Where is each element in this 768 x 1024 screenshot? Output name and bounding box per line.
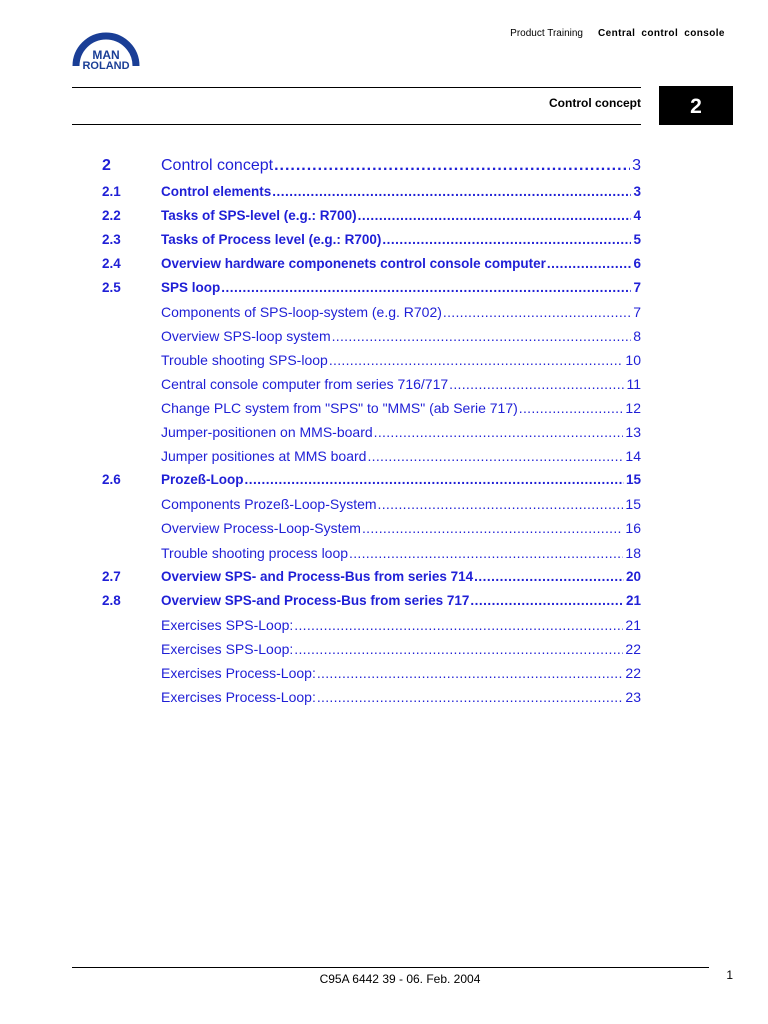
toc-entry-title[interactable]: Jumper-positionen on MMS-board	[161, 424, 373, 440]
toc-dot-leader	[316, 665, 624, 681]
toc-dot-leader	[293, 617, 623, 633]
toc-entry[interactable]	[102, 665, 641, 685]
toc-dot-leader	[357, 208, 632, 223]
toc-entry-page[interactable]: 14	[625, 448, 641, 464]
toc-entry-page[interactable]: 21	[625, 617, 641, 633]
toc-entry[interactable]	[102, 424, 641, 444]
toc-entry[interactable]	[102, 569, 641, 589]
toc-entry-page[interactable]: 6	[633, 256, 641, 271]
console-label: Central control console	[598, 28, 725, 39]
toc-entry[interactable]	[102, 157, 641, 177]
toc-dot-leader	[448, 376, 624, 392]
toc-entry[interactable]	[102, 232, 641, 252]
toc-entry[interactable]	[102, 376, 641, 396]
logo-line-2: ROLAND	[82, 60, 130, 72]
toc-entry-number: 2.1	[102, 184, 121, 199]
toc-entry[interactable]	[102, 448, 641, 468]
footer-divider	[72, 967, 709, 968]
toc-dot-leader	[469, 593, 624, 608]
toc-dot-leader	[473, 569, 624, 584]
toc-entry-title[interactable]: Components Prozeß-Loop-System	[161, 496, 377, 512]
toc-entry-title[interactable]: Exercises SPS-Loop:	[161, 617, 294, 633]
toc-entry-title[interactable]: Jumper positiones at MMS board	[161, 448, 367, 464]
toc-entry-title[interactable]: Exercises Process-Loop:	[161, 689, 316, 705]
toc-entry[interactable]	[102, 545, 641, 565]
toc-dot-leader	[273, 157, 630, 175]
toc-entry-page[interactable]: 5	[633, 232, 641, 247]
toc-dot-leader	[373, 424, 624, 440]
toc-entry[interactable]	[102, 617, 641, 637]
toc-entry-title[interactable]: Overview SPS-loop system	[161, 328, 331, 344]
section-title: Control concept	[549, 96, 641, 110]
toc-entry[interactable]	[102, 184, 641, 204]
toc-entry-page[interactable]: 7	[633, 304, 641, 320]
toc-entry[interactable]	[102, 280, 641, 300]
toc-entry-title[interactable]: SPS loop	[161, 280, 221, 295]
toc-entry-page[interactable]: 12	[625, 400, 641, 416]
toc-dot-leader	[244, 472, 624, 487]
toc-entry-page[interactable]: 13	[625, 424, 641, 440]
toc-entry-title[interactable]: Control concept	[161, 157, 274, 174]
toc-dot-leader	[220, 280, 631, 295]
toc-entry-page[interactable]: 22	[625, 665, 641, 681]
toc-entry-title[interactable]: Tasks of Process level (e.g.: R700)	[161, 232, 382, 247]
toc-entry[interactable]	[102, 472, 641, 492]
product-training-label: Product Training	[510, 28, 583, 39]
toc-dot-leader	[381, 232, 631, 247]
toc-entry-page[interactable]: 3	[632, 157, 641, 174]
toc-entry-page[interactable]: 8	[633, 328, 641, 344]
toc-entry-title[interactable]: Overview SPS-and Process-Bus from series 717	[161, 593, 470, 608]
toc-entry-page[interactable]: 21	[625, 593, 641, 608]
toc-dot-leader	[546, 256, 632, 271]
toc-entry-page[interactable]: 3	[633, 184, 641, 199]
toc-entry-number: 2	[102, 157, 111, 174]
logo-line-1: MAN	[92, 48, 120, 62]
toc-dot-leader	[361, 520, 623, 536]
toc-entry-number: 2.6	[102, 472, 121, 487]
toc-dot-leader	[293, 641, 623, 657]
toc-dot-leader	[316, 689, 624, 705]
toc-entry[interactable]	[102, 641, 641, 661]
document-id: C95A 6442 39 - 06. Feb. 2004	[319, 972, 481, 986]
man-roland-logo	[70, 26, 142, 72]
toc-entry-page[interactable]: 18	[625, 545, 641, 561]
toc-dot-leader	[331, 328, 632, 344]
toc-entry-page[interactable]: 4	[633, 208, 641, 223]
toc-entry-title[interactable]: Exercises Process-Loop:	[161, 665, 316, 681]
toc-entry-page[interactable]: 16	[625, 520, 641, 536]
page-number: 1	[726, 968, 733, 982]
toc-entry-number: 2.8	[102, 593, 121, 608]
toc-entry-title[interactable]: Overview SPS- and Process-Bus from series 714	[161, 569, 474, 584]
toc-entry-page[interactable]: 7	[633, 280, 641, 295]
toc-entry-title[interactable]: Overview hardware componenets control console computer	[161, 256, 546, 271]
toc-dot-leader	[366, 448, 623, 464]
toc-entry-page[interactable]: 23	[625, 689, 641, 705]
toc-entry[interactable]	[102, 400, 641, 420]
toc-entry-number: 2.4	[102, 256, 121, 271]
header-divider-bottom	[72, 124, 641, 125]
toc-entry-title[interactable]: Exercises SPS-Loop:	[161, 641, 294, 657]
toc-entry[interactable]	[102, 304, 641, 324]
toc-entry-page[interactable]: 10	[625, 352, 641, 368]
toc-entry[interactable]	[102, 520, 641, 540]
toc-entry-number: 2.5	[102, 280, 121, 295]
toc-entry-page[interactable]: 15	[625, 496, 641, 512]
toc-entry-page[interactable]: 15	[625, 472, 641, 487]
toc-entry[interactable]	[102, 689, 641, 709]
toc-entry-title[interactable]: Tasks of SPS-level (e.g.: R700)	[161, 208, 357, 223]
toc-entry-page[interactable]: 11	[626, 376, 641, 392]
toc-entry-title[interactable]: Overview Process-Loop-System	[161, 520, 361, 536]
toc-entry-number: 2.2	[102, 208, 121, 223]
header-divider-top	[72, 87, 641, 88]
toc-entry-title[interactable]: Components of SPS-loop-system (e.g. R702)	[161, 304, 442, 320]
toc-entry[interactable]	[102, 496, 641, 516]
toc-dot-leader	[328, 352, 624, 368]
toc-entry[interactable]	[102, 256, 641, 276]
toc-entry-page[interactable]: 20	[625, 569, 641, 584]
toc-dot-leader	[518, 400, 624, 416]
toc-entry-title[interactable]: Change PLC system from "SPS" to "MMS" (ab Serie 717)	[161, 400, 518, 416]
toc-entry[interactable]	[102, 352, 641, 372]
toc-dot-leader	[271, 184, 631, 199]
toc-entry-title[interactable]: Prozeß-Loop	[161, 472, 244, 487]
toc-entry[interactable]	[102, 593, 641, 613]
toc-dot-leader	[348, 545, 623, 561]
toc-dot-leader	[442, 304, 631, 320]
toc-entry-title[interactable]: Central console computer from series 716/717	[161, 376, 449, 392]
toc-entry-title[interactable]: Trouble shooting SPS-loop	[161, 352, 328, 368]
toc-entry-number: 2.3	[102, 232, 121, 247]
toc-entry-page[interactable]: 22	[625, 641, 641, 657]
toc-entry-title[interactable]: Trouble shooting process loop	[161, 545, 349, 561]
toc-entry-number: 2.7	[102, 569, 121, 584]
toc-dot-leader	[377, 496, 624, 512]
toc-entry[interactable]	[102, 208, 641, 228]
toc-entry[interactable]	[102, 328, 641, 348]
chapter-number-badge: 2	[659, 86, 733, 125]
toc-entry-title[interactable]: Control elements	[161, 184, 272, 199]
